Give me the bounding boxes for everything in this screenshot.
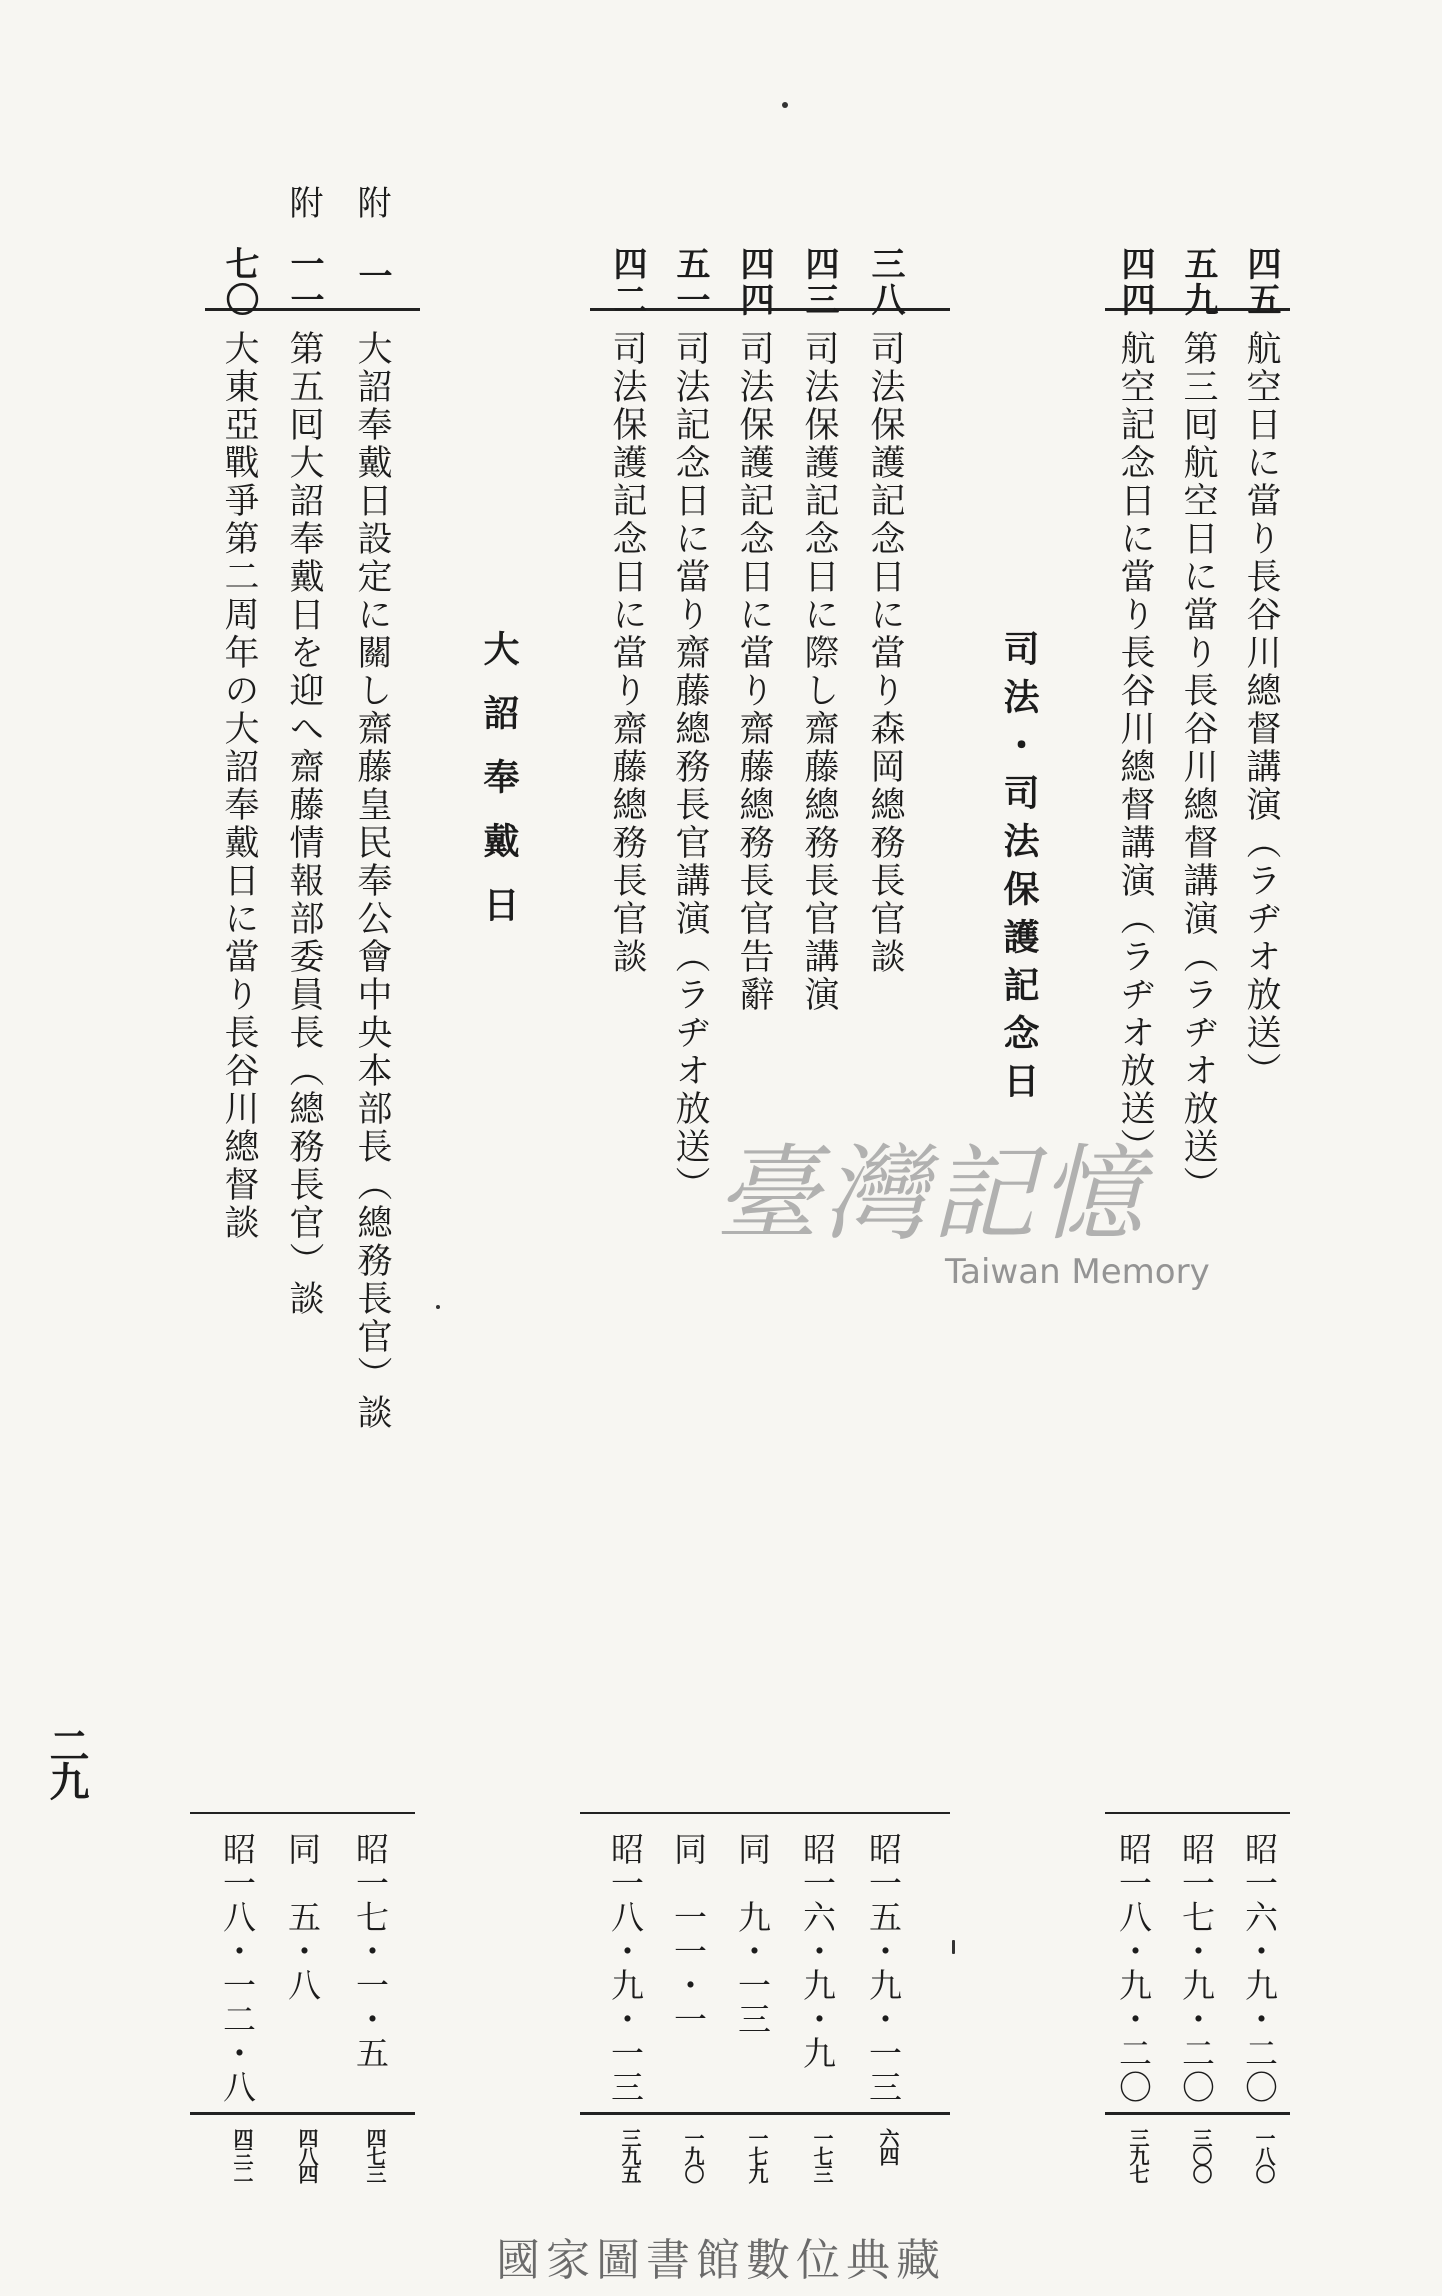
- entry-date: 昭一八・九・一三: [606, 1832, 645, 2104]
- entry-number: 四三: [799, 246, 839, 318]
- entry-page: 三〇〇: [1189, 2128, 1213, 2182]
- entry-prefix: 附: [351, 185, 391, 233]
- entry-date: 同 一一・一: [669, 1832, 708, 2036]
- entry-date: 昭一六・九・二〇: [1240, 1832, 1279, 2104]
- entry-page: 一八〇: [1252, 2128, 1276, 2182]
- rule-date-top-judicial: [580, 1812, 950, 1814]
- entry-page: 四七三: [363, 2128, 387, 2182]
- entry-date: 昭一八・九・二〇: [1114, 1832, 1153, 2104]
- watermark-logo: 臺灣記憶: [715, 1133, 1148, 1255]
- rule-date-top-taisho: [190, 1812, 415, 1814]
- entry-number: 五九: [1178, 246, 1218, 318]
- entry-page: 六四: [876, 2128, 900, 2164]
- entry-number: 三八: [865, 246, 905, 318]
- entry-title: 大詔奉戴日設定に關し齋藤皇民奉公會中央本部長（總務長官）談: [352, 330, 392, 1432]
- entry-number: 四四: [734, 246, 774, 318]
- entry-number: 五一: [670, 246, 710, 318]
- entry-title: 司法保護記念日に當り齋藤總務長官告辭: [734, 330, 774, 1014]
- watermark-caption: Taiwan Memory: [945, 1252, 1210, 1292]
- rule-date-bottom-taisho: [190, 2112, 415, 2115]
- entry-page: 一七三: [810, 2128, 834, 2182]
- entry-title: 大東亞戰爭第二周年の大詔奉戴日に當り長谷川總督談: [219, 330, 259, 1242]
- entry-title: 第三囘航空日に當り長谷川總督講演（ラヂオ放送）: [1178, 330, 1218, 1204]
- section-heading: 司法・司法保護記念日: [998, 630, 1039, 1110]
- entry-title: 司法記念日に當り齋藤總務長官講演（ラヂオ放送）: [670, 330, 710, 1204]
- entry-date: 昭一七・一・五: [351, 1832, 390, 2070]
- entry-page: 三九七: [1126, 2128, 1150, 2182]
- scan-speck: [782, 102, 788, 108]
- entry-title: 航空日に當り長谷川總督講演（ラヂオ放送）: [1241, 330, 1281, 1090]
- entry-title: 航空記念日に當り長谷川總督講演（ラヂオ放送）: [1115, 330, 1155, 1166]
- entry-page: 四八四: [295, 2128, 319, 2182]
- entry-page: 四三二: [230, 2128, 254, 2182]
- entry-date: 昭一七・九・二〇: [1177, 1832, 1216, 2104]
- entry-number: 一: [352, 258, 392, 294]
- rule-date-bottom-aviation: [1105, 2112, 1290, 2115]
- entry-page: 一九〇: [681, 2128, 705, 2182]
- entry-date: 同 五・八: [283, 1832, 322, 2002]
- entry-page: 三九五: [618, 2128, 642, 2182]
- page-number: 二九: [43, 1725, 90, 1797]
- entry-number: 四五: [1241, 246, 1281, 318]
- entry-title: 司法保護記念日に當り齋藤總務長官談: [607, 330, 647, 976]
- footer-credit: 國家圖書館數位典藏: [496, 2235, 946, 2286]
- entry-number: 一一: [284, 246, 324, 318]
- entry-date: 昭一八・一二・八: [218, 1832, 257, 2104]
- entry-title: 第五囘大詔奉戴日を迎へ齋藤情報部委員長（總務長官）談: [284, 330, 324, 1318]
- entry-title: 司法保護記念日に際し齋藤總務長官講演: [799, 330, 839, 1014]
- scan-speck: [952, 1940, 955, 1954]
- section-heading: 大詔奉戴日: [478, 630, 519, 950]
- entry-number: 四二: [607, 246, 647, 318]
- entry-title: 司法保護記念日に當り森岡總務長官談: [865, 330, 905, 976]
- entry-date: 昭一五・九・一三: [864, 1832, 903, 2104]
- entry-date: 昭一六・九・九: [798, 1832, 837, 2070]
- entry-page: 一七九: [745, 2128, 769, 2182]
- rule-date-top-aviation: [1105, 1812, 1290, 1814]
- scan-speck: [436, 1305, 440, 1309]
- entry-number: 七〇: [219, 246, 259, 318]
- rule-date-bottom-judicial: [580, 2112, 950, 2115]
- entry-prefix: 附: [283, 185, 323, 233]
- entry-number: 四四: [1115, 246, 1155, 318]
- entry-date: 同 九・一三: [733, 1832, 772, 2036]
